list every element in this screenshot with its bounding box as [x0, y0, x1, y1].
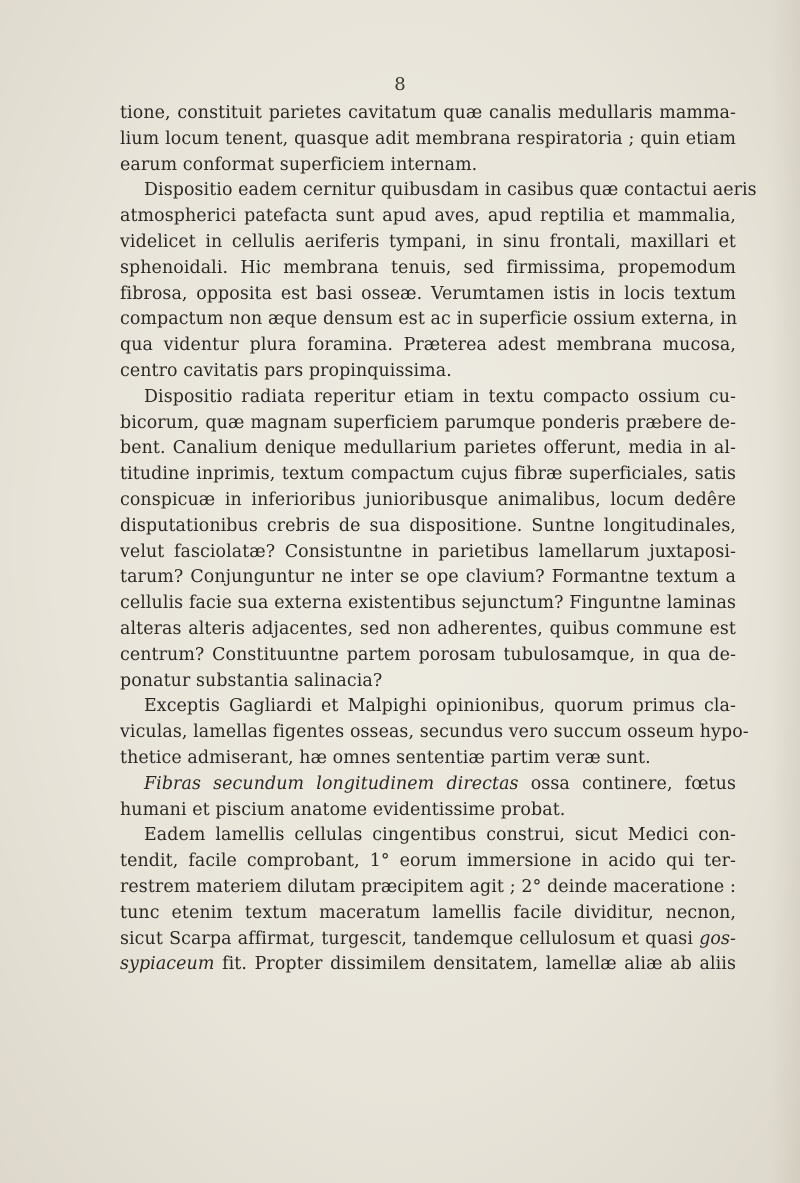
text-line: [120, 927, 736, 953]
text-line: [120, 952, 736, 978]
paragraph-start-line: Exceptis Gagliardi et Malpighi opinionibus, quorum primus cla-: [144, 696, 736, 717]
italic-phrase: gos-: [699, 928, 736, 949]
text-line: viculas, lamellas figentes osseas, secundus vero succum osseum hypo-: [120, 722, 749, 743]
paragraph-start-line: Eadem lamellis cellulas cingentibus construi, sicut Medici con-: [144, 825, 736, 846]
paragraph-start-line: [120, 772, 736, 798]
text-line: qua videntur plura foramina. Præterea adest membrana mucosa,: [120, 335, 736, 356]
text-line: cellulis facie sua externa existentibus sejunctum? Finguntne laminas: [120, 593, 736, 614]
text-line: thetice admiserant, hæ omnes sententiæ partim veræ sunt.: [120, 747, 651, 768]
body-text: [120, 101, 757, 978]
text-line: compactum non æque densum est ac in superficie ossium externa, in: [120, 309, 738, 330]
text-line: fibrosa, opposita est basi osseæ. Verumtamen istis in locis textum: [120, 283, 736, 304]
text-line: humani et piscium anatome evidentissime probat.: [120, 799, 566, 820]
page-number: 8: [394, 74, 406, 95]
page-edge-shadow: [770, 0, 800, 1183]
text-line: tendit, facile comprobant, 1° eorum immersione in acido qui ter-: [120, 851, 736, 872]
text-line: bicorum, quæ magnam superficiem parumque ponderis præbere de-: [120, 412, 736, 433]
text-line: tarum? Conjunguntur ne inter se ope clavium? Formantne textum a: [120, 567, 736, 588]
text-line: sphenoidali. Hic membrana tenuis, sed firmissima, propemodum: [120, 257, 736, 278]
text-line: earum conformat superficiem internam.: [120, 154, 478, 175]
text-run: sicut Scarpa affirmat, turgescit, tandemque cellulosum et quasi: [120, 928, 700, 949]
text-line: titudine inprimis, textum compactum cujus fibræ superficiales, satis: [120, 464, 736, 485]
text-line: conspicuæ in inferioribus junioribusque animalibus, locum dedêre: [120, 489, 736, 510]
text-line: tunc etenim textum maceratum lamellis facile dividitur, necnon,: [120, 902, 736, 923]
text-line: atmospherici patefacta sunt apud aves, apud reptilia et mammalia,: [120, 206, 736, 227]
text-line: velut fasciolatæ? Consistuntne in parietibus lamellarum juxtaposi-: [120, 541, 736, 562]
paragraph-start-line: Dispositio eadem cernitur quibusdam in casibus quæ contactui aeris: [144, 180, 757, 201]
text-line: bent. Canalium denique medullarium parietes offerunt, media in al-: [120, 438, 736, 459]
text-line: tione, constituit parietes cavitatum quæ canalis medullaris mamma-: [120, 103, 736, 123]
italic-phrase: Fibras secundum longitudinem directas: [144, 773, 519, 794]
text-line: lium locum tenent, quasque adit membrana respiratoria ; quin etiam: [120, 128, 736, 149]
text-line: ponatur substantia salinacia?: [120, 670, 383, 691]
text-run: fit. Propter dissimilem densitatem, lamellæ aliæ ab aliis: [214, 954, 736, 975]
text-line: videlicet in cellulis aeriferis tympani, in sinu frontali, maxillari et: [120, 231, 736, 252]
text-line: alteras alteris adjacentes, sed non adherentes, quibus commune est: [120, 618, 736, 639]
text-line: centro cavitatis pars propinquissima.: [120, 360, 452, 381]
text-run: ossa continere, fœtus: [518, 773, 736, 794]
paragraph-start-line: Dispositio radiata reperitur etiam in textu compacto ossium cu-: [144, 386, 736, 407]
text-line: restrem materiem dilutam præcipitem agit ; 2° deinde maceratione :: [120, 876, 736, 897]
text-line: centrum? Constituuntne partem porosam tubulosamque, in qua de-: [120, 644, 736, 665]
text-line: disputationibus crebris de sua dispositione. Suntne longitudinales,: [120, 515, 736, 536]
italic-phrase: sypiaceum: [120, 954, 215, 975]
